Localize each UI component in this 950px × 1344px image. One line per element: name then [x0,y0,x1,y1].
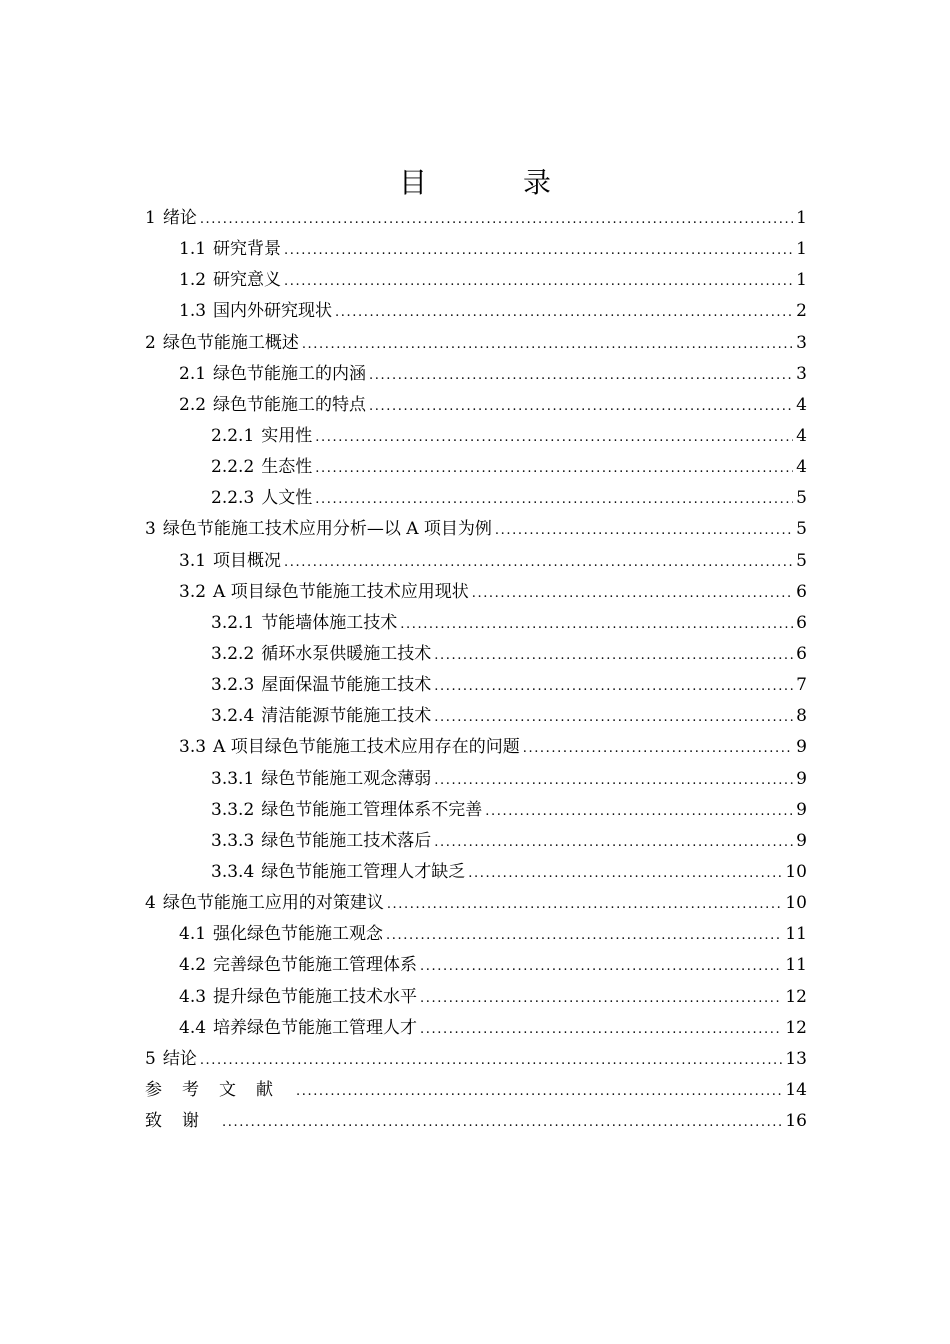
toc-entry [145,795,807,826]
toc-entry-page-number: 5 [796,519,807,540]
dot-leader [222,1107,782,1138]
toc-entry-number: 3.3.1 [211,768,255,789]
toc-entry-title: 参考文献 [145,1079,293,1100]
dot-leader [434,765,793,796]
toc-entry-title: 绿色节能施工技术应用分析—以 A 项目为例 [162,519,492,540]
toc-entry [145,452,807,483]
toc-entry-page-number: 1 [796,270,807,291]
toc-entry-title: 清洁能源节能施工技术 [261,706,432,727]
toc-entry [145,390,807,421]
toc-entry-page-number: 4 [796,425,807,446]
toc-entry-number: 4 [145,893,156,914]
toc-entry-number: 2.1 [179,363,207,384]
toc-entry-number: 3.2 [179,581,207,602]
toc-entry-number: 2.2.1 [211,425,255,446]
toc-entry-title: 研究背景 [213,239,282,260]
dot-leader [485,796,793,827]
dot-leader [420,1014,782,1045]
toc-entry [145,328,807,359]
toc-entry-number: 2.2.2 [211,457,255,478]
dot-leader [468,858,782,889]
toc-entry-page-number: 10 [785,861,807,882]
toc-entry [145,764,807,795]
toc-entry-number: 3.2.3 [211,675,255,696]
toc-entry-page-number: 9 [796,737,807,758]
toc-entry-number: 2.2.3 [211,488,255,509]
toc-entry-number: 1 [145,208,156,228]
dot-leader [315,422,793,453]
toc-entry-page-number: 5 [796,488,807,509]
toc-entry-page-number: 6 [796,643,807,664]
toc-entry [145,919,807,950]
toc-entry-title: 绪论 [162,208,197,228]
toc-entry-title: 绿色节能施工观念薄弱 [261,768,432,789]
dot-leader [315,484,793,515]
toc-entry [145,234,807,265]
toc-entry-title: 强化绿色节能施工观念 [213,924,384,945]
toc-entry-page-number: 5 [796,550,807,571]
toc-entry-page-number: 11 [785,955,807,976]
page-title: 目 录 [398,165,585,199]
toc-entry-page-number: 4 [796,457,807,478]
toc-entry-page-number: 7 [796,675,807,696]
dot-leader [302,329,793,360]
dot-leader [200,1045,783,1076]
toc-entry-number: 4.1 [179,924,207,945]
toc-entry-number: 3.3 [179,737,207,758]
toc-entry [145,701,807,732]
toc-entry [145,483,807,514]
toc-entry-title: 提升绿色节能施工技术水平 [213,986,418,1007]
toc-entry [145,1075,807,1106]
toc-entry [145,265,807,296]
toc-entry-number: 1.1 [179,239,207,260]
toc-entry-number: 5 [145,1048,156,1069]
toc-entry [145,639,807,670]
toc-entry-title: 循环水泵供暖施工技术 [261,643,432,664]
toc-entry-page-number: 9 [796,830,807,851]
toc-entry [145,857,807,888]
toc-entry [145,826,807,857]
dot-leader [387,889,783,920]
toc-entry-page-number: 13 [785,1048,807,1069]
toc-entry-page-number: 9 [796,799,807,820]
toc-entry-title: 绿色节能施工管理人才缺乏 [261,861,466,882]
toc-entry [145,296,807,327]
toc-entry-page-number: 8 [796,706,807,727]
dot-leader [335,297,793,328]
toc-entry-title: 项目概况 [213,550,282,571]
toc-entry [145,1044,807,1075]
toc-entry-title: 研究意义 [213,270,282,291]
toc-entry-page-number: 10 [785,893,807,914]
toc-entry-number: 3.2.4 [211,706,255,727]
toc-entry-page-number: 1 [796,208,807,228]
toc-entry-number: 1.3 [179,301,207,322]
dot-leader [420,983,782,1014]
dot-leader [523,733,793,764]
toc-entry-page-number: 2 [796,301,807,322]
toc-entry-page-number: 6 [796,581,807,602]
dot-leader [200,204,793,235]
toc-entry-title: 结论 [162,1048,197,1069]
dot-leader [420,951,782,982]
toc-entry [145,514,807,545]
toc-entry-number: 2.2 [179,394,207,415]
toc-entry-page-number: 4 [796,394,807,415]
toc-entry-number: 4.2 [179,955,207,976]
toc-entry [145,1013,807,1044]
toc-entry-page-number: 12 [785,986,807,1007]
toc-entry [145,577,807,608]
toc-entry-title: 节能墙体施工技术 [261,612,398,633]
dot-leader [434,671,793,702]
toc-entry-number: 2 [145,332,156,353]
toc-entry-number: 3.3.3 [211,830,255,851]
toc-entry [145,982,807,1013]
toc-entry-title: 培养绿色节能施工管理人才 [213,1017,418,1038]
toc-entry [145,359,807,390]
toc-entry-page-number: 3 [796,332,807,353]
dot-leader [315,453,793,484]
toc-entry-title: 绿色节能施工应用的对策建议 [162,893,384,914]
toc-entry-page-number: 9 [796,768,807,789]
dot-leader [434,702,793,733]
toc-entry-title: 绿色节能施工的内涵 [213,363,367,384]
toc-entry-title: 屋面保温节能施工技术 [261,675,432,696]
dot-leader [284,547,793,578]
toc-entry-title: 人文性 [261,488,313,509]
toc-entry [145,203,807,234]
table-of-contents [145,203,807,1137]
toc-entry-title: 生态性 [261,457,313,478]
toc-entry-title: 绿色节能施工技术落后 [261,830,432,851]
toc-entry-number: 4.3 [179,986,207,1007]
dot-leader [472,578,793,609]
toc-entry-title: A 项目绿色节能施工技术应用存在的问题 [213,737,520,758]
toc-entry-page-number: 12 [785,1017,807,1038]
toc-entry-page-number: 16 [785,1111,807,1132]
toc-entry-title: 国内外研究现状 [213,301,333,322]
toc-entry [145,732,807,763]
toc-entry-number: 3.2.1 [211,612,255,633]
dot-leader [495,515,793,546]
toc-entry [145,421,807,452]
toc-entry-number: 1.2 [179,270,207,291]
dot-leader [284,235,793,266]
toc-entry-page-number: 14 [785,1079,807,1100]
dot-leader [434,827,793,858]
toc-entry-title: 绿色节能施工管理体系不完善 [261,799,483,820]
toc-entry-title: 致谢 [145,1111,219,1132]
toc-entry-number: 3 [145,519,156,540]
dot-leader [296,1076,782,1107]
toc-entry-title: 完善绿色节能施工管理体系 [213,955,418,976]
toc-entry [145,950,807,981]
toc-entry-title: 实用性 [261,425,313,446]
dot-leader [284,266,793,297]
toc-entry-number: 3.1 [179,550,207,571]
dot-leader [434,640,793,671]
toc-entry [145,1106,807,1137]
toc-entry-number: 3.2.2 [211,643,255,664]
toc-entry-number: 4.4 [179,1017,207,1038]
toc-entry [145,546,807,577]
dot-leader [369,360,793,391]
toc-entry-number: 3.3.2 [211,799,255,820]
dot-leader [369,391,793,422]
toc-entry-number: 3.3.4 [211,861,255,882]
dot-leader [400,609,793,640]
toc-entry [145,608,807,639]
toc-entry-page-number: 11 [785,924,807,945]
toc-entry-title: 绿色节能施工的特点 [213,394,367,415]
dot-leader [386,920,782,951]
toc-entry-page-number: 1 [796,239,807,260]
toc-entry-page-number: 3 [796,363,807,384]
toc-entry-title: 绿色节能施工概述 [162,332,299,353]
toc-entry [145,670,807,701]
toc-entry-title: A 项目绿色节能施工技术应用现状 [213,581,469,602]
toc-entry-page-number: 6 [796,612,807,633]
toc-entry [145,888,807,919]
